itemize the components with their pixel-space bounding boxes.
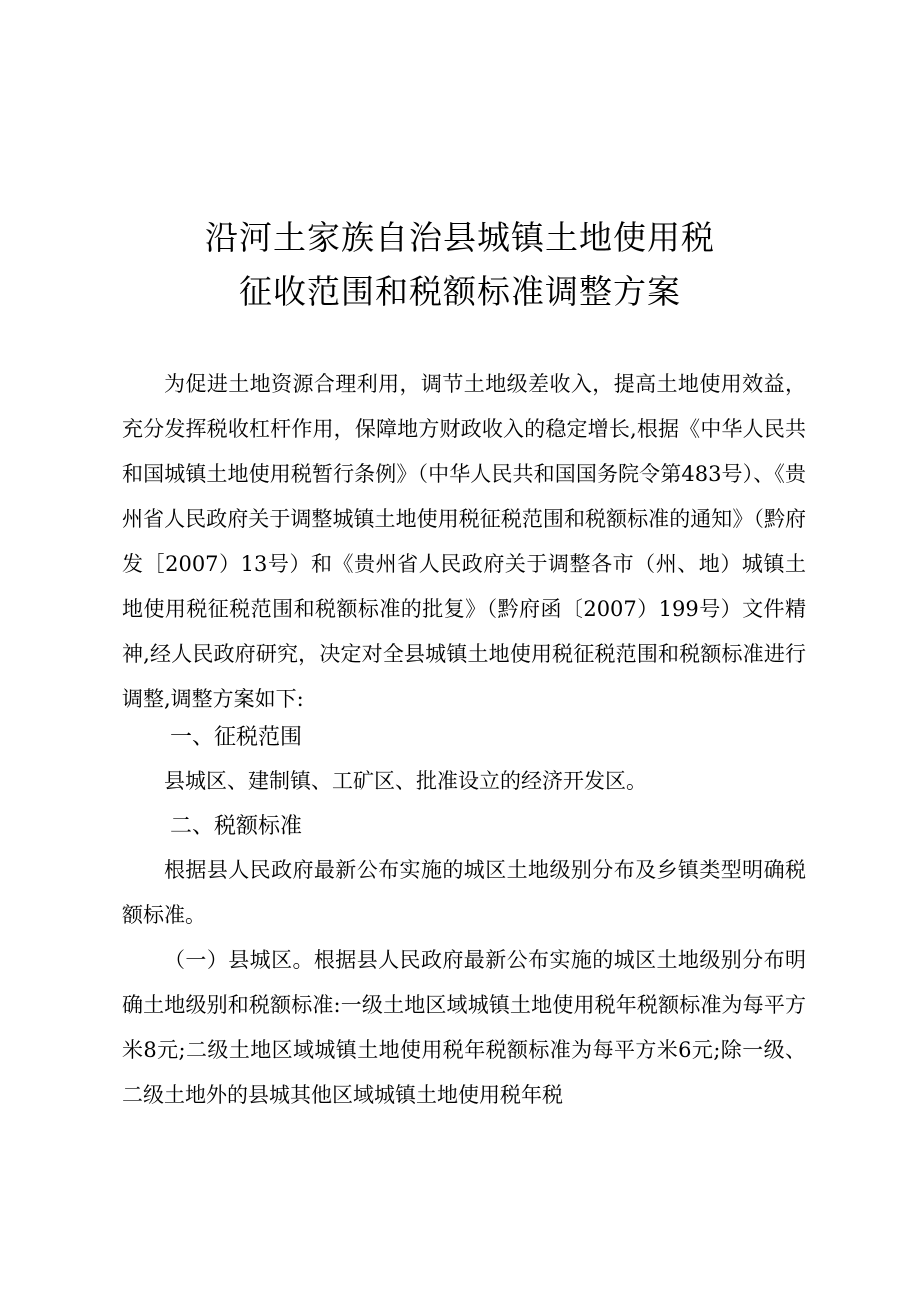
section2-text: 根据县人民政府最新公布实施的城区土地级别分布及乡镇类型明确税额标准。	[122, 858, 806, 927]
section2-item1-block	[122, 938, 806, 1118]
intro-paragraph-block	[122, 362, 806, 722]
section1-text: 县城区、建制镇、工矿区、批准设立的经济开发区。	[164, 769, 647, 793]
section2-item1: （一）县城区。根据县人民政府最新公布实施的城区土地级别分布明确土地级别和税额标准:一级土地区域城镇土地使用税年税额标准为每平方米8元;二级土地区域城镇土地使用税年税额标准为每平方米6元;除一级、二级土地外的县城其他区域城镇土地使用税年税	[122, 948, 806, 1107]
section1-text-block	[122, 759, 806, 804]
section2-heading: 二、税额标准	[170, 814, 303, 839]
document-title-line1: 沿河土家族自治县城镇土地使用税	[205, 218, 715, 257]
section1-heading: 一、征税范围	[170, 725, 303, 750]
section2-text-block	[122, 848, 806, 938]
intro-paragraph: 为促进土地资源合理利用，调节土地级差收入，提高土地使用效益，充分发挥税收杠杆作用，保障地方财政收入的稳定增长,根据《中华人民共和国城镇土地使用税暂行条例》（中华人民共和国国务院令第483号）、《贵州省人民政府关于调整城镇土地使用税征税范围和税额标准的通知》（黔府发［2007）13号）和《贵州省人民政府关于调整各市（州、地）城镇土地使用税征税范围和税额标准的批复》（黔府函〔2007）199号）文件精神,经人民政府研究，决定对全县城镇土地使用税征税范围和税额标准进行调整,调整方案如下:	[122, 372, 806, 711]
document-title-line2: 征收范围和税额标准调整方案	[239, 272, 681, 311]
